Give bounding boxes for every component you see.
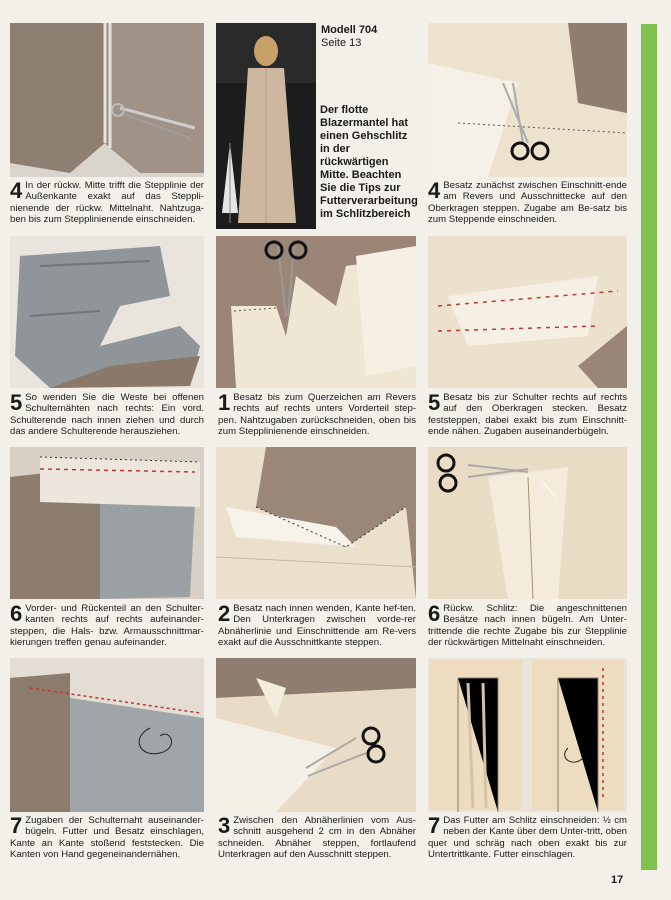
photo-dart-cut (216, 658, 416, 812)
photo-model-coat (216, 23, 316, 229)
caption-middle-2: 2 Besatz nach innen wenden, Kante hef-ten. Den Unterkragen zwischen vorde-rer Abnäherlinie und Einschnittende am Re-vers exakt auf die Ausschnittkante steppen. (218, 601, 416, 648)
photo-vest-turned (10, 236, 204, 388)
photo-undercollar (216, 447, 416, 599)
photo-shoulder-hand-sewn (10, 658, 204, 812)
photo-back-slit (428, 447, 627, 599)
caption-right-5: 5 Besatz bis zur Schulter rechts auf rechts auf den Oberkragen stecken. Besatz feststeppen, dabei exakt bis zum Einschnitt-ende nähen. Zugaben auseinanderbügeln. (428, 390, 627, 437)
model-page: Seite 13 (321, 37, 362, 49)
caption-right-6: 6 Rückw. Schlitz: Die angeschnittenen Besätze nach innen bügeln. Am Unter-trittende die rechte Zugabe bis zur Stepplinie der rückwärtigen Mittelnaht einschneiden. (428, 601, 627, 648)
photo-shoulder-seam (10, 447, 204, 599)
model-info (321, 24, 421, 50)
caption-middle-1: 1 Besatz bis zum Querzeichen am Revers rechts auf rechts unters Vorderteil step-pen. Nahtzugaben zurückschneiden, oben bis zum Stepplinienende einschneiden. (218, 390, 416, 437)
caption-left-7: 7 Zugaben der Schulternaht auseinander-bügeln. Futter und Besatz einschlagen, Kante an Kante stoßend feststecken. Die Kanten von Hand gegeneinandernähen. (10, 813, 204, 860)
photo-facing-revers (216, 236, 416, 388)
model-title: Modell 704 (321, 24, 378, 36)
photo-facing-shoulder (428, 236, 627, 388)
photo-lining-slit (428, 658, 627, 812)
page-number: 17 (611, 874, 624, 886)
caption-right-4: 4 Besatz zunächst zwischen Einschnitt-ende am Revers und Ausschnittecke auf den Oberkragen steppen. Zugabe am Be-satz bis zum Steppende einschneiden. (428, 178, 627, 225)
photo-vest-back-hem (10, 23, 204, 177)
caption-left-6: 6 Vorder- und Rückenteil an den Schulter-kanten rechts auf rechts aufeinander-steppen, die Hals- bzw. Armausschnittmar-kierungen treffen genau aufeinander. (10, 601, 204, 648)
caption-left-4: 4 In der rückw. Mitte trifft die Stepplinie der Außenkante exakt auf das Steppli-nienende der rückw. Mittelnaht. Nahtzuga-ben bis zum Stepplinienende einschneiden. (10, 178, 204, 225)
caption-right-7: 7 Das Futter am Schlitz einschneiden: ½ cm neben der Kante über dem Unter-tritt, oben quer und schräg nach oben exakt bis zur Untertrittkante. Futter einschlagen. (428, 813, 627, 860)
caption-left-5: 5 So wenden Sie die Weste bei offenen Schulternähten nach rechts: Ein vord. Schulterende nach innen ziehen und durch das andere Schulterende herausziehen. (10, 390, 204, 437)
photo-facing-collar (428, 23, 627, 177)
caption-middle-3: 3 Zwischen den Abnäherlinien vom Aus-schnitt ausgehend 2 cm in den Abnäher schneiden. Abnäher steppen, fortlaufend Unterkragen auf den Ausschnitt steppen. (218, 813, 416, 860)
headline: Der flotte Blazermantel hat einen Gehschlitz in der rückwärtigen Mitte. Beachten Sie die Tips zur Futterverarbeitung im Schlitzbereich (320, 104, 418, 220)
accent-bar (641, 24, 657, 870)
